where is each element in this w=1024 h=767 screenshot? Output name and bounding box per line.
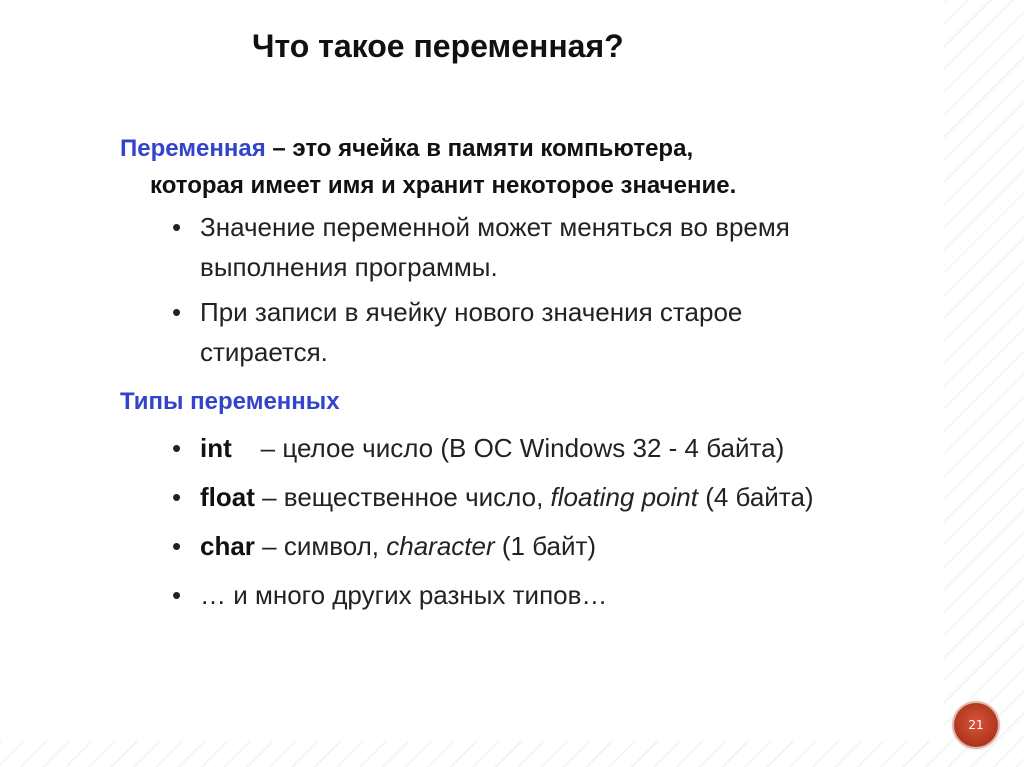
bullet-dot: •	[172, 482, 182, 512]
bullet-item	[120, 292, 1020, 372]
bullet-dot: •	[172, 433, 182, 463]
bullet-item	[120, 207, 1020, 287]
slide-content	[120, 130, 1020, 624]
types-heading: Типы переменных	[120, 388, 340, 415]
type-description: … и много других разных типов…	[200, 580, 608, 610]
bullet-dot: •	[172, 297, 182, 327]
type-keyword: float	[200, 482, 255, 512]
definition-term: Переменная	[120, 135, 266, 162]
page-number-badge	[954, 703, 998, 747]
type-english-term: character	[386, 531, 495, 561]
type-item-char	[120, 526, 1020, 566]
type-description: – целое число (В ОС Windows 32 - 4 байта)	[231, 433, 785, 463]
type-keyword: int	[200, 433, 232, 463]
definition	[120, 130, 1020, 204]
type-description: – вещественное число,	[254, 482, 551, 512]
type-size: (4 байта)	[697, 482, 814, 512]
type-english-term: floating point	[550, 482, 698, 512]
type-description: – символ,	[254, 531, 387, 561]
bullet-line1: Значение переменной может меняться во время	[200, 212, 790, 242]
bullet-dot: •	[172, 212, 182, 242]
types-list	[120, 428, 1020, 615]
type-item-float	[120, 477, 1020, 517]
bullet-line2: выполнения программы.	[200, 252, 498, 282]
definition-text-line1: – это ячейка в памяти компьютера,	[265, 135, 694, 162]
bullet-line1: При записи в ячейку нового значения старое	[200, 297, 743, 327]
type-size: (1 байт)	[494, 531, 597, 561]
bullet-dot: •	[172, 531, 182, 561]
variable-bullets	[120, 207, 1020, 372]
definition-text-line2: которая имеет имя и хранит некоторое значение.	[150, 172, 737, 199]
type-item-int	[120, 428, 1020, 468]
type-item-other	[120, 575, 1020, 615]
decorative-stripes-bottom	[0, 741, 1024, 767]
bullet-line2: стирается.	[200, 337, 328, 367]
page-number: 21	[968, 718, 984, 732]
type-keyword: char	[200, 531, 255, 561]
slide-title: Что такое переменная?	[252, 28, 624, 64]
bullet-dot: •	[172, 580, 182, 610]
